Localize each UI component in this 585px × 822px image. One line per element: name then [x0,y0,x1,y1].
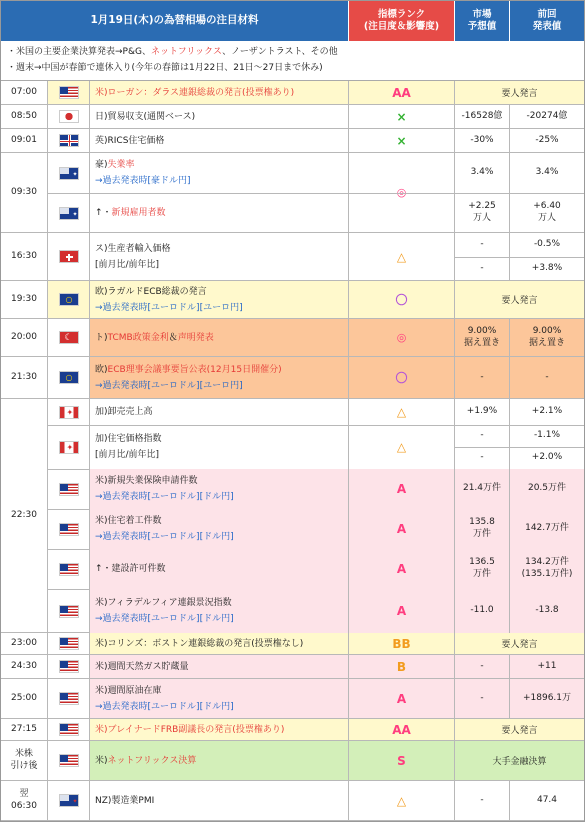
forecast-cell: - [455,447,510,469]
previous-cell [510,319,584,356]
previous-cell: -0.5% [533,239,561,250]
forecast-cell: - [455,357,510,398]
event-cell [90,319,349,356]
event-joiner: ＆ [168,332,178,343]
event-cell [90,129,349,152]
rank-cell: ◎ [349,319,455,356]
event-cell [90,549,349,589]
us-flag-icon [59,660,79,673]
previous-cell [510,549,584,589]
time-line-2: 06:30 [11,800,37,811]
rank-cell: △ [349,233,455,280]
time-cell: 27:15 [1,719,48,740]
flag-cell [48,655,90,678]
us-flag-icon [59,86,79,99]
previous-cell: +2.0% [531,452,563,463]
note-1-highlight[interactable]: ネットフリックス [150,47,223,57]
past-release-link[interactable]: →過去発表時[ユーロドル][ユーロ円] [95,380,243,391]
event-label: 日)貿易収支(通関ベース) [95,111,196,122]
forecast-note: 据え置き [463,337,500,348]
event-cell [90,741,349,780]
rank-cell: A [349,589,455,633]
event-label: 米)週間原油在庫 [95,685,162,696]
au-flag-icon: ✦ [59,207,79,220]
event-label: NZ)製造業PMI [95,795,155,806]
previous-cell: 20.5万件 [510,469,584,509]
forecast-cell: -16528億 [455,105,510,128]
rank-cell: AA [349,719,455,740]
us-flag-icon [59,723,79,736]
forecast-cell: - [455,233,510,257]
ca-flag-icon: ✦ [59,406,79,419]
event-label: 米)コリンズ：ボストン連銀総裁の発言(投票権なし) [95,638,304,649]
event-cell [90,357,349,398]
nz-flag-icon: ✦ [59,794,79,807]
table-row [1,233,584,281]
page-title: 1月19日(木)の為替相場の注目材料 [1,1,349,41]
previous-cell: 47.4 [536,794,558,805]
event-label: 米)フィラデルフィア連銀景況指数 [95,598,232,608]
rank-cell: △ [349,425,455,469]
event-cell [90,509,349,549]
event-link[interactable]: ECB理事会議事要旨公表(12月15日開催分) [107,364,282,375]
note-line-1 [7,44,578,60]
us-flag-icon [59,692,79,705]
time-line-1: 翌 [19,789,29,800]
flag-cell [48,81,90,104]
event-cell [90,633,349,654]
forecast-unit: 万人 [472,213,491,223]
event-prefix: ト) [95,332,108,343]
table-row [1,655,584,679]
time-cell: 09:01 [1,129,48,152]
flag-cell [48,781,90,820]
rank-cell: △ [349,399,455,425]
time-line-2: 引け後 [10,760,38,771]
forecast-cell: - [455,679,510,718]
notes-box [1,41,584,81]
span-value-cell: 要人発言 [501,640,538,650]
rank-cell: 〇 [349,281,455,318]
flag-cell [48,281,90,318]
event-cell [90,719,349,740]
forecast-value: 9.00% [467,325,497,336]
event-prefix: 豪) [95,160,108,170]
event-cell [90,233,349,280]
us-flag-icon [59,637,79,650]
table-row-group [1,399,584,633]
event-label: 加)住宅価格指数 [95,434,162,444]
previous-note: 据え置き [528,337,565,348]
rank-cell: 〇 [349,357,455,398]
table-row [1,281,584,319]
time-cell: 21:30 [1,357,48,398]
event-link[interactable]: 新規雇用者数 [111,208,166,218]
event-label: 加)卸売売上高 [95,407,153,417]
forecast-cell: - [455,257,510,281]
previous-header-line1: 前回 [537,8,557,20]
forecast-cell: -30% [455,129,510,152]
flag-cell [48,319,90,356]
rank-cell: ◎ [349,153,455,232]
flag-cell [48,399,90,425]
rank-header-line1: 指標ランク [377,8,426,20]
event-cell [90,679,349,718]
past-release-link[interactable]: →過去発表時[ユーロドル][ユーロ円] [95,302,243,313]
rank-cell: AA [349,81,455,104]
forecast-cell [455,193,510,233]
ca-flag-icon: ✦ [59,441,79,454]
time-line-1: 米株 [14,749,33,760]
rank-cell: BB [349,633,455,654]
table-row [1,633,584,655]
note-1-text-c: 、ノーザントラスト、その他 [222,47,338,57]
time-cell: 09:30 [1,153,48,232]
previous-value: 9.00% [532,325,562,336]
span-value-cell: 大手金融決算 [492,757,547,767]
time-cell: 25:00 [1,679,48,718]
ch-flag-icon [59,250,79,263]
forecast-cell: - [455,781,510,820]
previous-cell: -20274億 [526,110,568,121]
rank-cell: × [349,129,455,152]
event-label: 欧)ラガルドECB総裁の発言 [95,286,207,297]
time-cell: 23:00 [1,633,48,654]
forecast-unit: 万件 [472,569,491,579]
previous-header-line2: 発表値 [532,21,562,32]
time-cell [1,741,48,780]
rank-cell: A [349,509,455,549]
flag-cell [48,193,90,233]
rank-cell: S [349,741,455,780]
us-flag-icon [59,605,79,618]
event-cell [90,281,349,318]
event-sub-label: [前月比/前年比] [95,450,160,460]
rank-cell: B [349,655,455,678]
event-label: ↑・建設許可件数 [95,564,166,574]
flag-cell [48,741,90,780]
rank-cell: A [349,679,455,718]
event-link[interactable]: 米)ブレイナードFRB副議長の発言(投票権あり) [95,724,285,735]
event-label: 米)週間天然ガス貯蔵量 [95,661,189,672]
flag-cell [48,509,90,549]
past-release-link[interactable]: →過去発表時[ユーロドル][ドル円] [95,614,234,624]
previous-cell: -25% [535,134,559,145]
previous-column-header [510,1,584,41]
event-cell [90,425,349,469]
time-cell: 22:30 [1,399,48,632]
note-line-2: ・週末→中国が春節で連休入り(今年の春節は1月22日、21日～27日まで休み) [7,63,323,73]
flag-cell [48,357,90,398]
event-link[interactable]: TCMB政策金利 [107,332,169,343]
span-value-cell: 要人発言 [501,89,538,99]
forecast-cell: -11.0 [455,589,510,633]
flag-cell [48,469,90,509]
time-cell: 24:30 [1,655,48,678]
flag-cell [48,589,90,633]
previous-cell: +3.8% [531,263,563,274]
flag-cell [48,233,90,280]
rank-cell: △ [349,781,455,820]
table-row [1,129,584,153]
time-cell: 16:30 [1,233,48,280]
rank-cell: × [349,105,455,128]
forecast-cell: 3.4% [455,153,510,193]
event-cell [90,81,349,104]
previous-value: +6.40 [533,201,561,212]
forecast-cell [455,319,510,356]
forecast-header-line1: 市場 [472,8,492,20]
event-prefix: 米) [95,755,108,766]
flag-cell [48,129,90,152]
table-row [1,81,584,105]
eu-flag-icon: ○ [59,371,79,384]
forecast-value: 135.8 [469,517,495,528]
previous-value: 134.2万件 [525,557,569,568]
forecast-cell: - [455,655,510,678]
note-1-text-a: ・米国の主要企業決算発表→P&G、 [7,47,151,57]
previous-cell: +11 [537,660,557,671]
previous-unit: 万人 [537,213,556,223]
event-label: 米)住宅着工件数 [95,516,162,526]
forecast-value: +2.25 [468,201,496,212]
forecast-value: 136.5 [469,557,495,568]
event-cell [90,399,349,425]
rank-cell: A [349,469,455,509]
event-cell [90,469,349,509]
event-label: 英)RICS住宅価格 [95,135,165,146]
flag-cell [48,633,90,654]
previous-cell: -1.1% [533,430,561,441]
table-row [1,679,584,719]
previous-cell: -13.8 [510,589,584,633]
span-value-cell: 要人発言 [501,726,538,736]
event-cell [90,589,349,633]
event-link[interactable]: 失業率 [107,160,135,170]
event-sub-label: [前月比/前年比] [95,259,160,270]
previous-cell [510,193,584,233]
previous-cell: - [545,371,549,382]
flag-cell [48,679,90,718]
past-release-link[interactable]: →過去発表時[豪ドル円] [95,176,191,186]
event-cell [90,153,349,193]
rank-cell: A [349,549,455,589]
event-link[interactable]: 声明発表 [177,332,214,343]
event-cell [90,781,349,820]
forecast-header-line2: 予想値 [467,21,497,32]
time-cell: 20:00 [1,319,48,356]
table-row [1,719,584,741]
uk-flag-icon [59,134,79,147]
us-flag-icon [59,563,79,576]
past-release-link[interactable]: →過去発表時[ユーロドル][ドル円] [95,532,234,542]
event-label: 米)新規失業保険申請件数 [95,476,198,486]
time-cell [1,781,48,820]
forecast-cell: - [455,425,510,447]
event-label: ス)生産者輸入価格 [95,243,171,254]
flag-cell [48,153,90,193]
forecast-cell [455,549,510,589]
event-cell [90,655,349,678]
us-flag-icon [59,754,79,767]
au-flag-icon: ✦ [59,167,79,180]
jp-flag-icon [59,110,79,123]
table-row [1,105,584,129]
past-release-link[interactable]: →過去発表時[ユーロドル][ドル円] [95,701,234,712]
event-link[interactable]: ネットフリックス決算 [107,755,197,766]
flag-cell [48,105,90,128]
rank-column-header [349,1,455,41]
table-row [1,357,584,399]
previous-cell: 142.7万件 [510,509,584,549]
flag-cell [48,425,90,469]
rank-header-line2: (注目度＆影響度) [363,21,440,32]
tr-flag-icon: ☾ [59,331,79,344]
forecast-cell: 21.4万件 [455,469,510,509]
event-prefix: ↑・ [95,208,112,218]
event-cell [90,193,349,233]
eu-flag-icon: ○ [59,293,79,306]
previous-cell: +2.1% [531,406,563,417]
flag-cell [48,549,90,589]
flag-cell [48,719,90,740]
table-header [1,1,584,41]
forecast-cell: +1.9% [455,399,510,425]
forecast-unit: 万件 [472,529,491,539]
us-flag-icon [59,483,79,496]
previous-cell: +1896.1万 [522,692,572,703]
forecast-column-header [455,1,510,41]
event-prefix: 欧) [95,364,108,375]
table-row-group [1,153,584,233]
previous-revised: (135.1万件) [521,569,573,579]
time-cell: 19:30 [1,281,48,318]
table-row [1,741,584,781]
span-value-cell: 要人発言 [501,296,538,306]
past-release-link[interactable]: →過去発表時[ユーロドル][ドル円] [95,492,234,502]
time-cell: 08:50 [1,105,48,128]
us-flag-icon [59,523,79,536]
event-cell [90,105,349,128]
time-cell: 07:00 [1,81,48,104]
event-link[interactable]: 米)ローガン：ダラス連銀総裁の発言(投票権あり) [95,87,295,98]
forecast-cell [455,509,510,549]
table-row [1,319,584,357]
table-row [1,781,584,821]
previous-cell: 3.4% [535,167,559,178]
